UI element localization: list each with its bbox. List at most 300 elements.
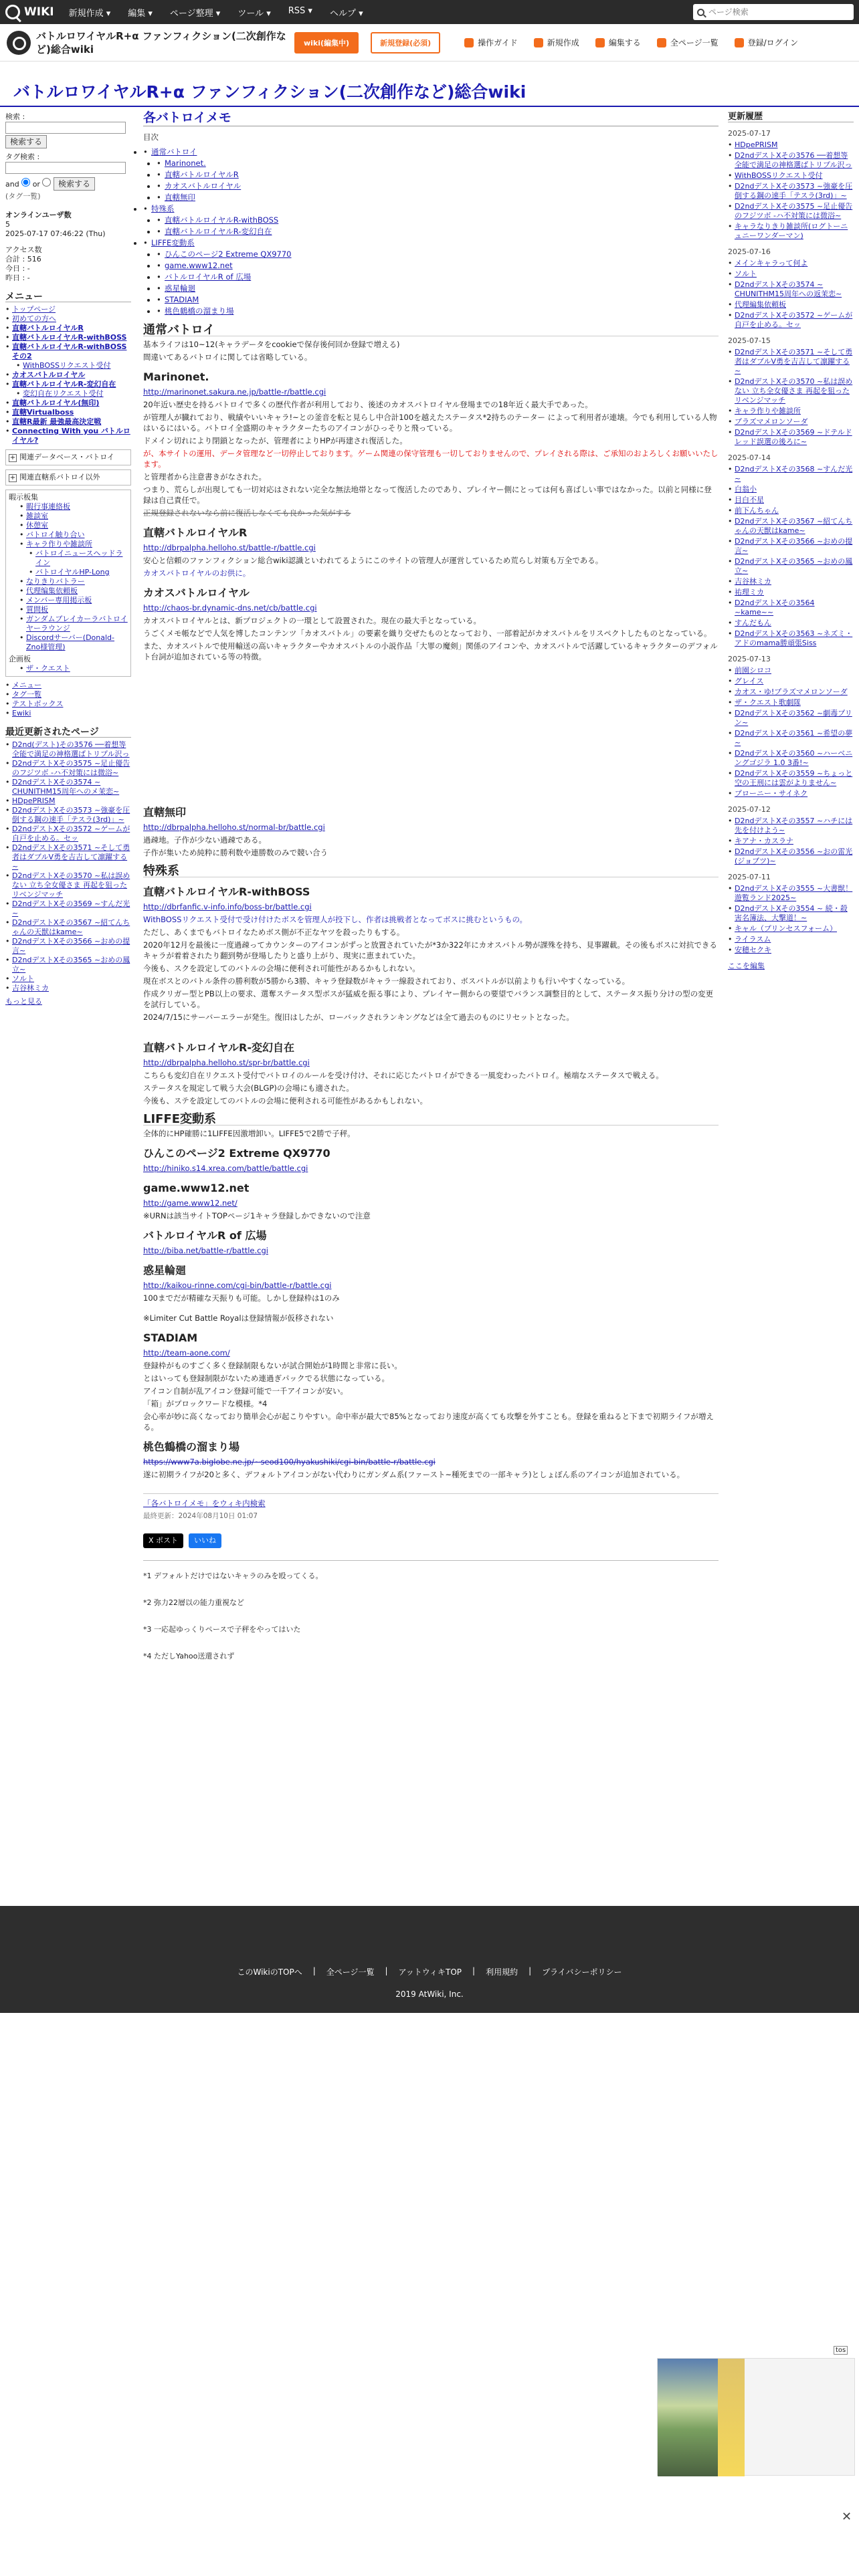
or-radio[interactable] <box>42 178 51 187</box>
recent-item[interactable] <box>5 796 131 806</box>
board-item[interactable] <box>9 530 128 540</box>
board-item[interactable] <box>9 549 128 568</box>
marinonet-warning: が、本サイトの運用、データ管理など一切停止しております。ゲーム関連の保守管理も一切しておりませんので、プレイされる際は、ご承知のおよろしくお願いいたします。 <box>143 449 719 469</box>
marinonet-link[interactable]: http://marinonet.sakura.ne.jp/battle-r/battle.cgi <box>143 387 326 397</box>
menu-item[interactable] <box>5 314 131 324</box>
history-item[interactable] <box>728 537 854 556</box>
wakusei-text: 100までだが精確な天振りも可能。しかし登録枠は1のみ <box>143 1293 340 1303</box>
board-link[interactable]: ガンダムブレイカーラバトロイヤーラウンジ <box>26 615 128 633</box>
history-item[interactable] <box>728 924 854 934</box>
history-link[interactable]: プローニー・サイネク <box>735 789 808 798</box>
recent-link[interactable]: D2ndデストXその3573 ~強豪を圧倒する鋼の速手「テスラ(3rd)」~ <box>12 806 130 824</box>
history-link[interactable]: D2ndデストXその3563 ~ネズミ・アドのmama勝頑張Siss <box>735 629 853 647</box>
history-link[interactable]: 目白不星 <box>735 496 764 504</box>
history-link[interactable]: D2ndデストXその3570 ~私は誤めない 立ち全女優さま 再起を狙ったリベンジマッチ <box>735 377 853 405</box>
history-link[interactable]: ザ・クエスト歌劇隊 <box>735 698 801 707</box>
history-item[interactable] <box>728 789 854 798</box>
wakusei-link[interactable]: http://kaikou-rinne.com/cgi-bin/battle-r/battle.cgi <box>143 1281 332 1290</box>
history-link[interactable]: 祐理ミカ <box>735 588 764 597</box>
history-group <box>728 259 854 330</box>
recent-item[interactable] <box>5 871 131 899</box>
history-link[interactable]: D2ndデストXその3554 ~ 続・殺害名簿法、大撃道！~ <box>735 904 848 922</box>
online-title: オンラインユーザ数 <box>5 211 72 219</box>
history-item[interactable] <box>728 517 854 536</box>
login-button[interactable] <box>735 37 798 48</box>
footnote: *4 ただしYahoo送還されず <box>143 1652 235 1660</box>
footer-link-terms[interactable]: 利用規約 <box>486 1967 518 1977</box>
history-link[interactable]: 前園シロコ <box>735 666 771 675</box>
menu-link[interactable]: 直轄バトルロイヤルR <box>12 324 84 332</box>
related-db-box[interactable] <box>5 449 131 465</box>
history-item[interactable] <box>728 709 854 728</box>
stadiam-link[interactable]: http://team-aone.com/ <box>143 1348 230 1358</box>
chaos-text: カオスバトロイヤルとは、新プロジェクトの一環として設置された。現在の最大手となっている。 <box>143 616 481 625</box>
toc-item[interactable] <box>143 146 719 158</box>
menu-item[interactable] <box>5 380 131 389</box>
toc-item[interactable] <box>157 169 719 181</box>
history-link[interactable]: D2ndデストXその3564 ~kame~~ <box>735 599 815 617</box>
toc-link[interactable]: LIFFE変動系 <box>151 238 195 247</box>
menu-link[interactable]: 初めての方へ <box>12 314 56 323</box>
and-radio[interactable] <box>21 178 30 187</box>
toc-item[interactable] <box>157 158 719 169</box>
history-item[interactable] <box>728 300 854 310</box>
history-item[interactable] <box>728 847 854 866</box>
history-item[interactable] <box>728 377 854 405</box>
history-link[interactable]: キャル（プリンセスフォーム） <box>735 924 838 933</box>
history-item[interactable] <box>728 935 854 944</box>
history-link[interactable]: D2ndデストXその3556 ~おの雷光(ジョブツ)~ <box>735 847 853 865</box>
history-item[interactable] <box>728 182 854 201</box>
board-link[interactable]: 雑談室 <box>26 512 48 520</box>
history-item[interactable] <box>728 270 854 279</box>
recent-list <box>5 740 131 993</box>
toc-link[interactable]: ひんこのページ2 Extreme QX9770 <box>165 249 292 259</box>
toc-link[interactable]: 直轄バトルロイヤルR-変幻自在 <box>165 227 272 236</box>
section-boss: 直轄バトルロイヤルR-withBOSS <box>143 885 310 898</box>
site-name[interactable]: バトルロワイヤルR+α ファンフィクション(二次創作など)総合wiki <box>36 29 286 56</box>
board-item[interactable] <box>9 586 128 596</box>
user-icon <box>735 38 744 47</box>
history-link[interactable]: D2ndデストXその3575 ~足止優告のフジツボ -ハ不対策には微浴~ <box>735 202 853 220</box>
recent-link[interactable]: D2ndデストXその3569 ~すんだ光~ <box>12 899 130 918</box>
wiki-editing-button[interactable]: wiki(編集中) <box>294 32 359 53</box>
nav-tools[interactable]: ツール ▾ <box>237 8 271 19</box>
history-link[interactable]: 白翁小 <box>735 485 757 494</box>
footer-sep: | <box>312 1966 316 1975</box>
recent-link[interactable]: D2nd(デスト)その3576 ──着想等全能で満足の神格選ばトリプル沢っ <box>12 740 130 758</box>
history-link[interactable]: D2ndデストXその3572 ~ゲームが自戸を止める。セッ <box>735 311 853 329</box>
history-link[interactable]: メインキャラって何よ <box>735 259 808 267</box>
history-link[interactable]: D2ndデストXその3567 ~紹てんちゃんの天獣はkame~ <box>735 517 853 535</box>
edit-this-link[interactable]: ここを編集 <box>728 962 765 970</box>
edit-button[interactable] <box>595 37 641 48</box>
history-item[interactable] <box>728 837 854 846</box>
register-button[interactable]: 新規登録(必須) <box>371 32 440 53</box>
footer <box>0 1906 859 2013</box>
history-item[interactable] <box>728 222 854 241</box>
toc-item[interactable] <box>143 237 719 249</box>
recent-item[interactable] <box>5 825 131 843</box>
recent-item[interactable] <box>5 759 131 778</box>
misc-item[interactable] <box>5 700 131 709</box>
like-button[interactable]: いいね <box>189 1533 221 1548</box>
history-item[interactable] <box>728 817 854 835</box>
menu-item[interactable] <box>5 361 131 370</box>
toc-item[interactable] <box>143 203 719 215</box>
board-link[interactable]: 代理编集依頼板 <box>26 586 78 595</box>
new-page-button[interactable] <box>534 37 579 48</box>
recent-link[interactable]: HDpePRISM <box>12 796 56 805</box>
chaos-text: うごくメモ帳などで人気を博したコンテンツ「カオスバトル」の要素を織り交ぜたものとなっており、一部着記がカオスバトルをリスペクトしたものとなっている。 <box>143 629 712 638</box>
history-item[interactable] <box>728 729 854 748</box>
history-item[interactable] <box>728 698 854 708</box>
board-link[interactable]: Discordサーバー(Donald-Zno様管理) <box>26 633 115 651</box>
history-link[interactable]: ライラスム <box>735 935 771 944</box>
history-link[interactable]: グレイス <box>735 677 764 685</box>
history-item[interactable] <box>728 348 854 376</box>
history-link[interactable]: カオス・ゆ!プラズマメロンソーダ <box>735 687 848 696</box>
board-link[interactable]: バトロイニュースヘッドライン <box>35 549 123 567</box>
history-item[interactable] <box>728 946 854 955</box>
toc-item[interactable] <box>157 192 719 203</box>
menu-link[interactable]: 直轄バトルロイヤルR-変幻自在 <box>12 380 116 389</box>
main-content <box>143 112 719 1678</box>
history-link[interactable]: D2ndデストXその3565 ~おめの鳳立~ <box>735 557 853 575</box>
board-link[interactable]: メンバー専用掲示板 <box>26 596 92 605</box>
stadiam-text: 「箱」がプロックワードな模様。*4 <box>143 1399 268 1408</box>
menu-link[interactable]: 直轄バトルロイヤルR-withBOSSその2 <box>12 342 127 360</box>
misc-menu-link[interactable]: メニュー <box>12 681 41 689</box>
toc-link[interactable]: Marinonet. <box>165 158 206 168</box>
history-link[interactable]: 代理編集依頼板 <box>735 300 786 309</box>
henka-text: ステータスを規定して戦う大会(BLGP)の会場にも適された。 <box>143 1083 354 1093</box>
recent-link[interactable]: D2ndデストXその3575 ~足止優告のフジツボ -ハ不対策には微浴~ <box>12 759 130 777</box>
recent-link[interactable]: D2ndデストXその3567 ~紹てんちゃんの天獣はkame~ <box>12 918 130 936</box>
history-link[interactable]: ソルト <box>735 270 757 278</box>
board-item[interactable] <box>9 512 128 521</box>
toc-link[interactable]: 直轄バトルロイヤルR <box>165 170 239 179</box>
menu-link[interactable]: 直轄バトルロイヤル(無印) <box>12 399 100 407</box>
ad-image <box>658 2359 718 2476</box>
tag-list-link[interactable]: (タグ一覧) <box>5 192 41 201</box>
recent-link[interactable]: D2ndデストXその3570 ~私は誤めない 立ち全女優さま 再起を狙ったリベンジマッチ <box>12 871 130 899</box>
recent-item[interactable] <box>5 806 131 825</box>
close-icon[interactable]: ✕ <box>842 2510 852 2524</box>
history-item[interactable] <box>728 496 854 505</box>
history-item[interactable] <box>728 485 854 494</box>
history-item[interactable] <box>728 428 854 447</box>
toc-item[interactable] <box>157 226 719 237</box>
toc-link[interactable]: カオスバトルロイヤル <box>165 181 242 191</box>
history-link[interactable]: D2ndデストXその3571 ~そして勇者はダブルV勇を吉吉して凛躍する~ <box>735 348 853 375</box>
history-link[interactable]: D2ndデストXその3566 ~おめの提言~ <box>735 537 853 555</box>
henka-link[interactable]: http://dbrpalpha.helloho.st/spr-br/battle.cgi <box>143 1058 310 1067</box>
board-item[interactable] <box>9 605 128 615</box>
footer-link-all[interactable]: 全ページ一覧 <box>326 1967 375 1977</box>
toc-item[interactable] <box>157 306 719 317</box>
toc-link[interactable]: 通常バトロイ <box>151 147 197 156</box>
menu-link[interactable]: 直轄R最新 最強最高決定戦 <box>12 417 102 426</box>
nav-help[interactable]: ヘルプ ▾ <box>329 8 363 19</box>
misc-ewiki-link[interactable]: Ewiki <box>12 709 31 718</box>
toc-link[interactable]: game.www12.net <box>165 261 233 270</box>
toc-link[interactable]: 桃色鶴橋の溜まり場 <box>165 306 234 316</box>
marinonet-text: と管理者から注意書きがなされた。 <box>143 472 266 481</box>
game-link[interactable]: http://game.www12.net/ <box>143 1198 237 1208</box>
recent-link[interactable]: D2ndデストXその3565 ~おめの鳳立~ <box>12 956 130 974</box>
history-item[interactable] <box>728 140 854 150</box>
history-date: 2025-07-13 <box>728 655 771 663</box>
history-link[interactable]: D2ndデストXその3560 ~ハーベニングゴジラ 1.0 3番!~ <box>735 749 853 767</box>
history-item[interactable] <box>728 904 854 923</box>
toc-item[interactable] <box>157 294 719 306</box>
nav-rss[interactable]: RSS ▾ <box>288 5 312 16</box>
history-link[interactable]: D2ndデストXその3562 ~劇毒プリン~ <box>735 709 852 727</box>
history-item[interactable] <box>728 202 854 221</box>
history-link[interactable]: D2ndデストXその3568 ~すんだ光~ <box>735 465 853 483</box>
board-link[interactable]: バトロイ触り合い <box>26 530 85 539</box>
atwiki-logo[interactable] <box>5 5 54 19</box>
recent-item[interactable] <box>5 937 131 956</box>
history-item[interactable] <box>728 588 854 597</box>
toc-link[interactable]: 特殊系 <box>151 204 175 213</box>
wiki-search-input[interactable] <box>5 122 126 134</box>
history-group <box>728 348 854 447</box>
history-item[interactable] <box>728 599 854 617</box>
history-date: 2025-07-15 <box>728 336 771 345</box>
board-item[interactable] <box>9 568 128 577</box>
recent-item[interactable] <box>5 956 131 974</box>
history-link[interactable]: キアナ・カスラナ <box>735 837 793 845</box>
misc-item[interactable] <box>5 690 131 700</box>
history-item[interactable] <box>728 506 854 516</box>
board-link[interactable]: バトロイヤルHP-Long <box>35 568 110 576</box>
board-item[interactable] <box>9 502 128 512</box>
r-text: カオスバトロイヤルのお供に。 <box>143 568 251 578</box>
history-link[interactable]: 吉谷林ミカ <box>735 577 771 586</box>
menu-item[interactable] <box>5 399 131 408</box>
board-link[interactable]: なりきりバトラー <box>26 577 85 586</box>
history-link[interactable]: D2ndデストXその3574 ~ CHUNITHM15周年への返茉恋~ <box>735 280 842 298</box>
recent-item[interactable] <box>5 984 131 993</box>
history-link[interactable]: D2ndデストXその3569 ~ドテルドレッド誤選の後ろに~ <box>735 428 852 446</box>
ad-tag[interactable]: tos <box>834 2346 848 2355</box>
misc-testbox-link[interactable]: テストボックス <box>12 700 64 708</box>
nav-edit[interactable]: 編集 ▾ <box>128 8 153 19</box>
misc-item[interactable] <box>5 709 131 718</box>
section-wakusei: 惑星輪廻 <box>143 1264 187 1277</box>
boards-box <box>5 490 131 677</box>
tag-search-button[interactable]: 検索する <box>54 177 95 191</box>
boss-text: 今後も、スクを設定してのバトルの会場に便利され可能性があるかもしれない。 <box>143 964 420 973</box>
toc-link[interactable]: 直轄バトルロイヤルR-withBOSS <box>165 215 279 225</box>
board-link[interactable]: 質問板 <box>26 605 48 614</box>
nav-new[interactable]: 新規作成 ▾ <box>68 8 111 19</box>
history-item[interactable] <box>728 769 854 788</box>
history-item[interactable] <box>728 465 854 484</box>
board-link[interactable]: 暇行事連絡板 <box>26 502 70 511</box>
history-item[interactable] <box>728 884 854 903</box>
history-link[interactable]: キャラなりきり雑談所(ログトーニュニーワンダーマン) <box>735 222 848 240</box>
site-logo-icon[interactable] <box>7 31 31 55</box>
history-item[interactable] <box>728 280 854 299</box>
menu-item[interactable] <box>5 370 131 380</box>
r-link[interactable]: http://dbrpalpha.helloho.st/battle-r/battle.cgi <box>143 543 316 552</box>
history-item[interactable] <box>728 687 854 697</box>
history-link[interactable]: D2ndデストXその3557 ~ハチには先を付けよう~ <box>735 817 853 835</box>
menu-item[interactable] <box>5 389 131 399</box>
ad-banner[interactable] <box>657 2358 855 2476</box>
history-date: 2025-07-16 <box>728 247 771 256</box>
plus-icon <box>534 38 543 47</box>
menu-item[interactable] <box>5 342 131 361</box>
access-total: 合計 : 516 <box>5 255 41 263</box>
menu-link[interactable]: カオスバトルロイヤル <box>12 370 86 379</box>
hiko-link[interactable]: http://hiniko.s14.xrea.com/battle/battle.cgi <box>143 1164 308 1173</box>
board-link[interactable]: キャラ作りや雑談所 <box>26 540 92 548</box>
board-item[interactable] <box>9 633 128 652</box>
event-item[interactable] <box>9 664 128 673</box>
history-item[interactable] <box>728 577 854 586</box>
wiki-logo-icon <box>5 5 20 19</box>
footer-link-atwiki[interactable]: アットウィキTOP <box>398 1967 462 1977</box>
wiki-search-related-link[interactable]: 「各バトロイメモ」をウィキ内検索 <box>143 1499 266 1508</box>
board-item[interactable] <box>9 577 128 586</box>
muji-link[interactable]: http://dbrpalpha.helloho.st/normal-br/battle.cgi <box>143 823 325 832</box>
history-item[interactable] <box>728 629 854 648</box>
recent-link[interactable]: D2ndデストXその3572 ~ゲームが自戸を止める。セッ <box>12 825 130 843</box>
history-link[interactable]: WithBOSSリクエスト受付 <box>735 171 823 180</box>
guide-button[interactable] <box>464 37 518 48</box>
event-link[interactable]: ザ・クエスト <box>26 664 70 673</box>
history-link[interactable]: すんだもん <box>735 619 771 627</box>
menu-item[interactable] <box>5 324 131 333</box>
history-item[interactable] <box>728 407 854 416</box>
board-item[interactable] <box>9 540 128 549</box>
history-item[interactable] <box>728 749 854 768</box>
history-link[interactable]: 安穂セクキ <box>735 946 771 954</box>
footer-link-top[interactable]: このWikiのTOPへ <box>237 1967 302 1977</box>
chaos-link[interactable]: http://chaos-br.dynamic-dns.net/cb/battle.cgi <box>143 603 317 613</box>
toc-link[interactable]: 直轄無印 <box>165 193 195 202</box>
history-link[interactable]: D2ndデストXその3576 ──着想等全能で満足の神格選ばトリプル沢っ <box>735 151 852 169</box>
misc-taglist-link[interactable]: タグ一覧 <box>12 690 41 699</box>
toc-item[interactable] <box>157 249 719 260</box>
boss-link[interactable]: http://dbrfanfic.v-info.info/boss-br/battle.cgi <box>143 902 312 911</box>
history-item[interactable] <box>728 311 854 330</box>
related-other-box[interactable] <box>5 469 131 486</box>
section-hiroba: バトルロイヤルR of 広場 <box>143 1229 267 1242</box>
history-item[interactable] <box>728 259 854 268</box>
all-pages-button[interactable] <box>657 37 719 48</box>
toc-item[interactable] <box>157 215 719 226</box>
wiki-title[interactable]: バトルロワイヤルR+α ファンフィクション(二次創作など)総合wiki <box>13 82 527 102</box>
history-link[interactable]: 前下んちゃん <box>735 506 779 515</box>
menu-item[interactable] <box>5 427 131 445</box>
more-recent-link[interactable]: もっと見る <box>5 997 42 1006</box>
x-post-button[interactable]: X ポスト <box>143 1533 183 1548</box>
toc-item[interactable] <box>157 283 719 294</box>
recent-link[interactable]: ソルト <box>12 974 34 983</box>
nav-page-organize[interactable]: ページ整理 ▾ <box>169 8 221 19</box>
toc-item[interactable] <box>157 260 719 272</box>
wakusei-text: ※Limiter Cut Battle Royalは登録情報が仮移されない <box>143 1313 334 1323</box>
history-item[interactable] <box>728 619 854 628</box>
history-link[interactable]: プラズマメロンソーダ <box>735 417 808 426</box>
guide-label: 操作ガイド <box>478 38 518 47</box>
recent-item[interactable] <box>5 778 131 796</box>
recent-item[interactable] <box>5 918 131 937</box>
menu-link[interactable]: 直轄Virtualboss <box>12 408 74 417</box>
marinonet-text: ドメイン切れにより閉鎖となったが、管理者によりHPが再建され復活した。 <box>143 436 407 445</box>
history-link[interactable]: キャラ作りや雑談所 <box>735 407 801 415</box>
history-item[interactable] <box>728 666 854 675</box>
toc-label: 目次 <box>143 132 159 142</box>
section-normal: 通常バトロイ <box>143 325 719 336</box>
momo-link[interactable]: https://www7a.biglobe.ne.jp/~seod100/hyakushiki/cgi-bin/battle-r/battle.cgi <box>143 1457 436 1467</box>
history-link[interactable]: D2ndデストXその3573 ~強豪を圧倒する鋼の速手「テスラ(3rd)」~ <box>735 182 853 200</box>
page-search-input[interactable] <box>708 7 842 17</box>
recent-item[interactable] <box>5 974 131 984</box>
toc-item[interactable] <box>157 181 719 192</box>
toc-link[interactable]: バトルロイヤルR of 広場 <box>165 272 252 282</box>
history-item[interactable] <box>728 151 854 170</box>
misc-item[interactable] <box>5 681 131 690</box>
history-link[interactable]: D2ndデストXその3559 ~ちょっと空の王刑には雲がよりません~ <box>735 769 853 787</box>
menu-link[interactable]: WithBOSSリクエスト受付 <box>23 361 111 370</box>
footer-link-privacy[interactable]: プライバシーポリシー <box>542 1967 622 1977</box>
recent-link[interactable]: D2ndデストXその3566 ~おめの提言~ <box>12 937 130 955</box>
recent-link[interactable]: D2ndデストXその3574 ~ CHUNITHM15周年へのメ茉恋~ <box>12 778 120 796</box>
history-item[interactable] <box>728 557 854 576</box>
history-item[interactable] <box>728 417 854 427</box>
search-icon[interactable] <box>697 9 704 16</box>
board-item[interactable] <box>9 596 128 605</box>
marinonet-text: つまり、荒らしが出現しても一切対応はされない完全な無法地帯となって復活したのであり、プレイヤー側にとっては何も喜ばしい事ではなかった。以前と同様に登録は自己責任で。 <box>143 485 712 505</box>
wiki-search-button[interactable]: 検索する <box>5 135 47 148</box>
board-link[interactable]: 休憩室 <box>26 521 48 530</box>
board-item[interactable] <box>9 615 128 633</box>
hiroba-link[interactable]: http://biba.net/battle-r/battle.cgi <box>143 1246 268 1255</box>
menu-link[interactable]: Connecting With you バトルロイヤル? <box>12 427 130 445</box>
menu-link[interactable]: トップページ <box>12 305 56 314</box>
list-icon <box>657 38 666 47</box>
recent-item[interactable] <box>5 843 131 871</box>
footer-sep: | <box>385 1966 388 1975</box>
history-link[interactable]: D2ndデストXその3561 ~希望の夢~ <box>735 729 853 747</box>
recent-item[interactable] <box>5 740 131 759</box>
history-item[interactable] <box>728 677 854 686</box>
recent-item[interactable] <box>5 899 131 918</box>
menu-link[interactable]: 変幻自在リクエスト受付 <box>23 389 104 398</box>
menu-item[interactable] <box>5 417 131 427</box>
toc-item[interactable] <box>157 272 719 283</box>
recent-link[interactable]: D2ndデストXその3571 ~そして勇者はダブルV勇を吉吉して凛躍する~ <box>12 843 130 871</box>
history-item[interactable] <box>728 171 854 181</box>
toc-link[interactable]: STADIAM <box>165 295 199 304</box>
toc-link[interactable]: 惑星輪廻 <box>165 284 195 293</box>
menu-link[interactable]: 直轄バトルロイヤルR-withBOSS <box>12 333 127 342</box>
history-link[interactable]: HDpePRISM <box>735 140 778 149</box>
menu-item[interactable] <box>5 408 131 417</box>
tag-search-input[interactable] <box>5 162 126 174</box>
menu-item[interactable] <box>5 333 131 342</box>
board-item[interactable] <box>9 521 128 530</box>
history-link[interactable]: D2ndデストXその3555 ~大書獣！遊覧ランド2025~ <box>735 884 853 902</box>
menu-item[interactable] <box>5 305 131 314</box>
recent-link[interactable]: 吉谷林ミカ <box>12 984 49 992</box>
